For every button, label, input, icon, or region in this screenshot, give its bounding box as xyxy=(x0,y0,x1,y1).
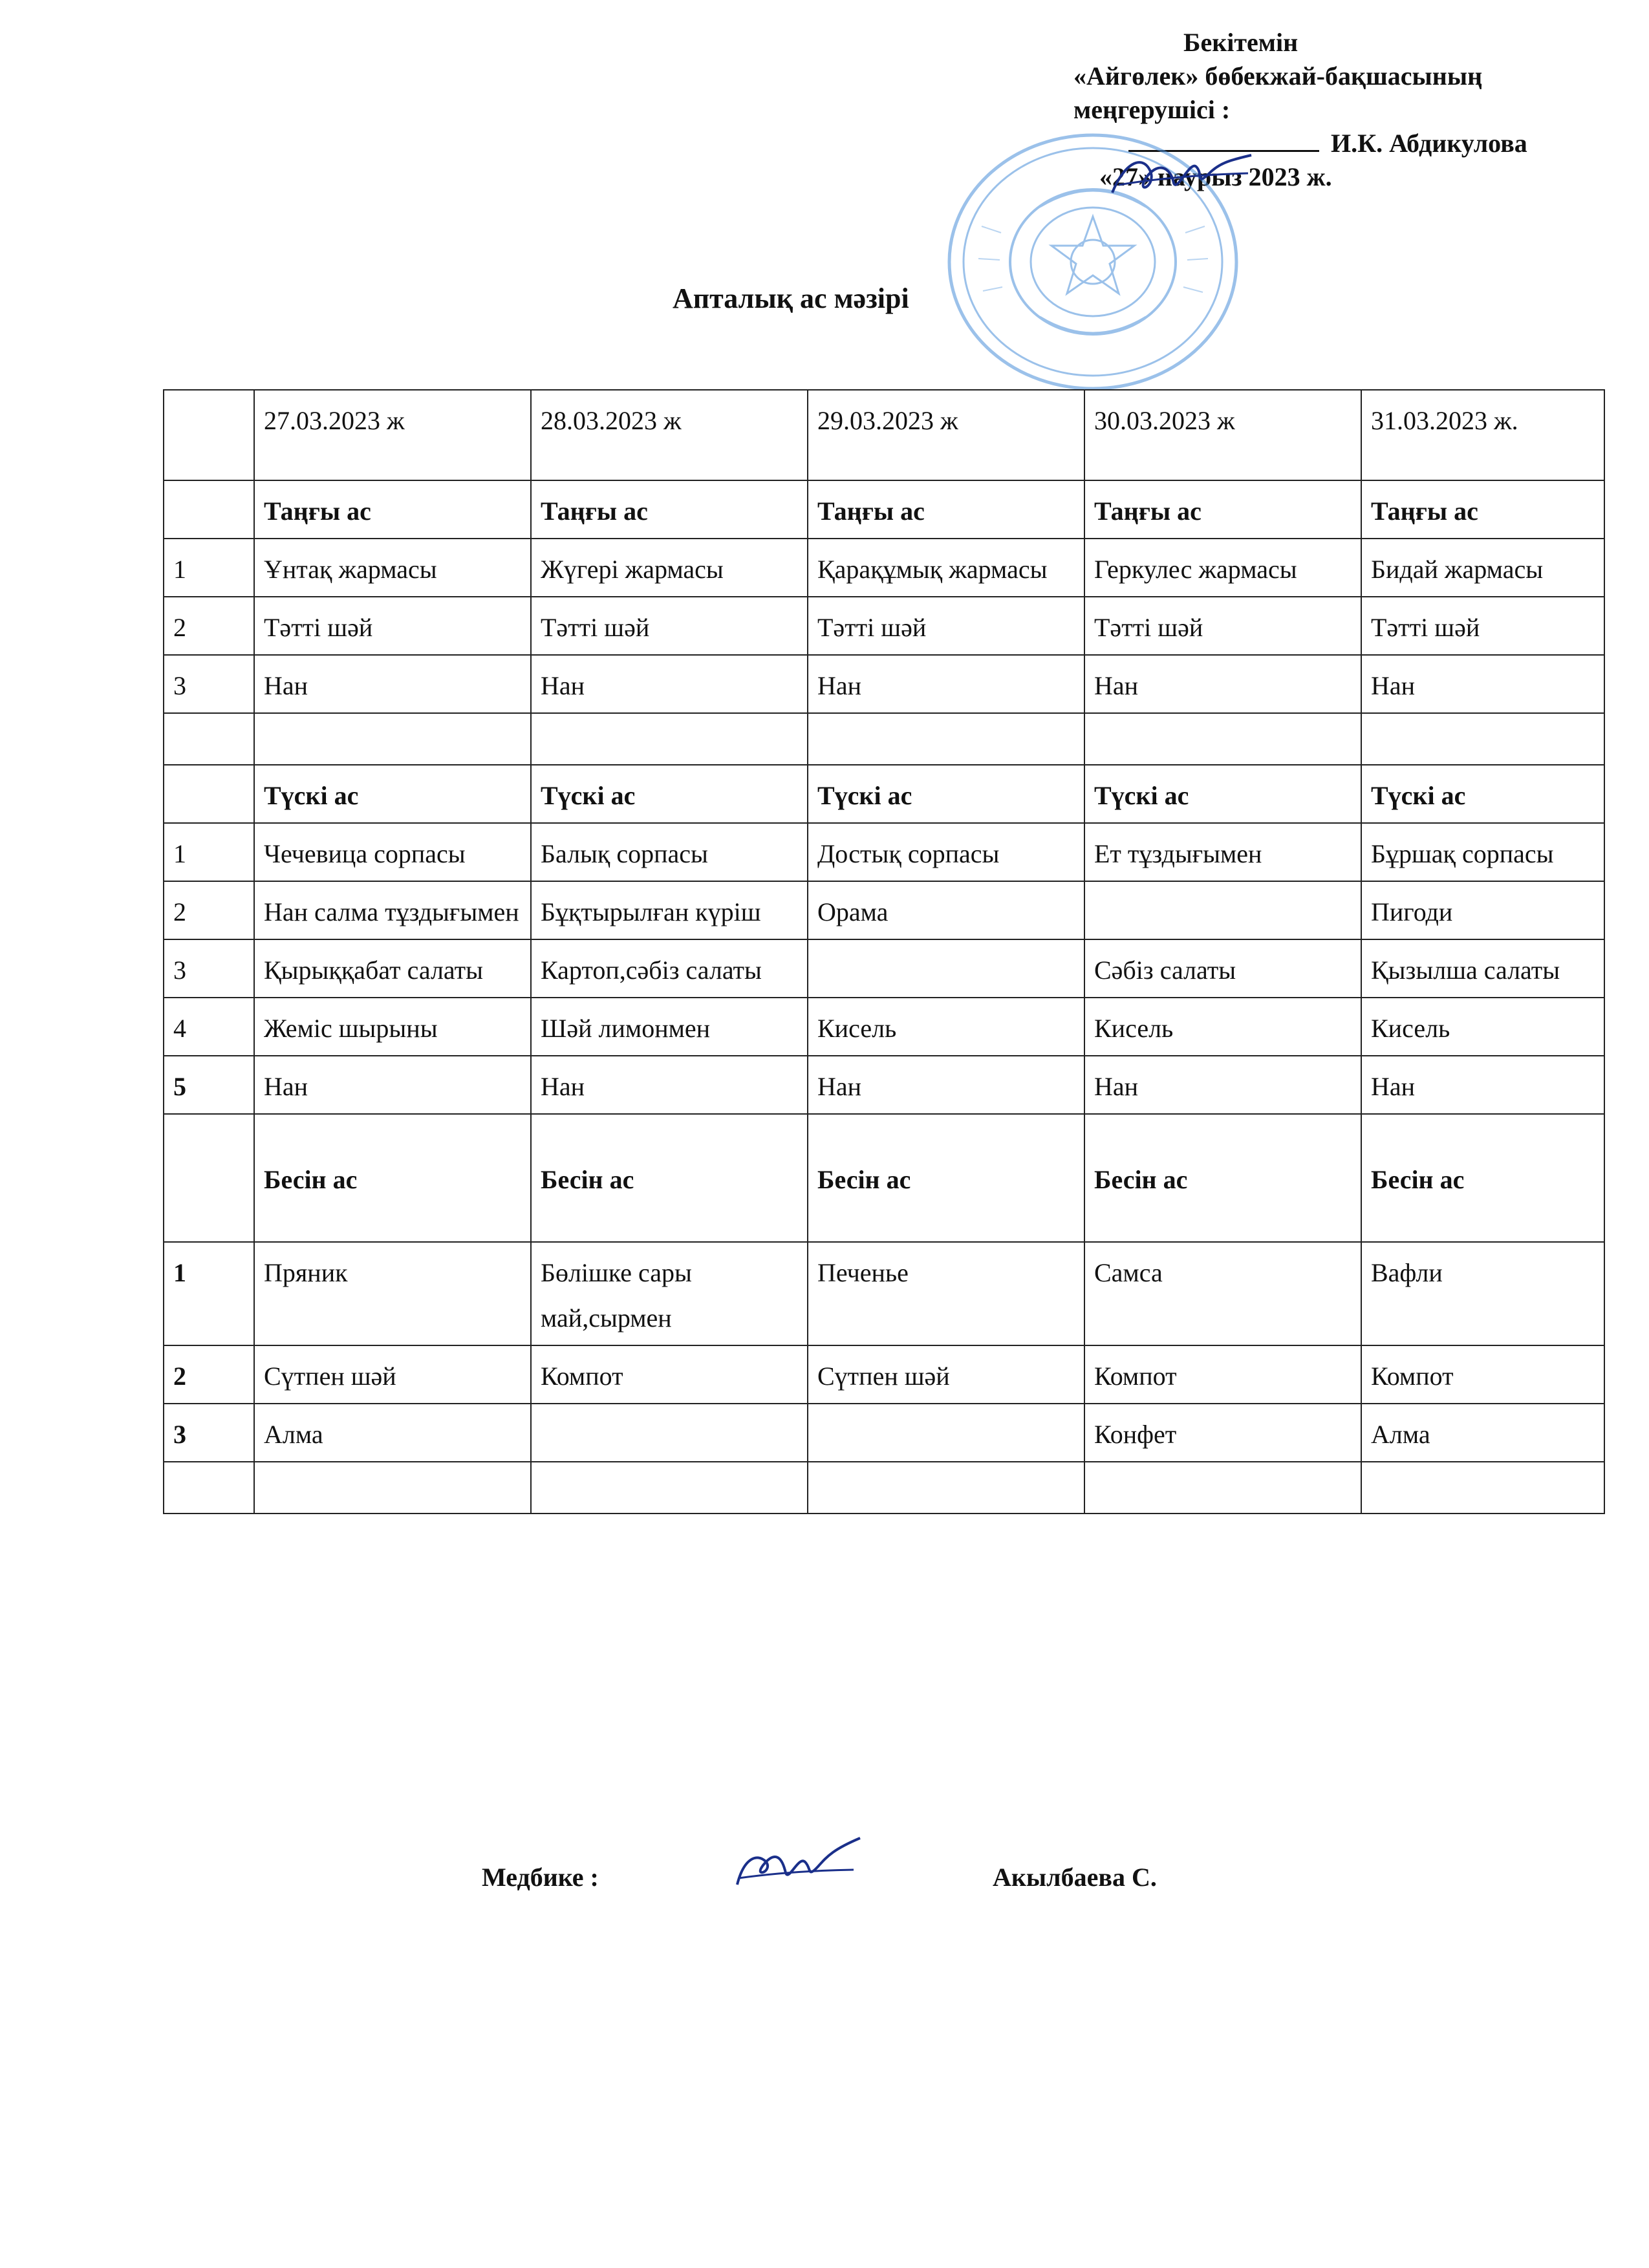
row-number: 2 xyxy=(164,881,254,939)
row-number: 2 xyxy=(164,1345,254,1404)
meal-label: Түскі ас xyxy=(531,765,808,823)
table-row xyxy=(164,939,1604,998)
nurse-signature xyxy=(731,1833,867,1898)
meal-label: Таңғы ас xyxy=(1084,480,1361,539)
meal-label: Бесін ас xyxy=(254,1114,531,1242)
menu-item: Алма xyxy=(1361,1404,1604,1462)
menu-item: Компот xyxy=(1084,1345,1361,1404)
menu-item: Бөлішке сары май,сырмен xyxy=(531,1242,808,1345)
menu-item: Тәтті шәй xyxy=(254,597,531,655)
snack-header-row xyxy=(164,1114,1604,1242)
row-number: 3 xyxy=(164,939,254,998)
breakfast-header-row xyxy=(164,480,1604,539)
meal-label: Таңғы ас xyxy=(808,480,1084,539)
table-row xyxy=(164,881,1604,939)
lunch-header-row xyxy=(164,765,1604,823)
weekly-menu-table xyxy=(163,389,1605,1514)
menu-item: Кисель xyxy=(1361,998,1604,1056)
menu-item: Геркулес жармасы xyxy=(1084,539,1361,597)
row-number: 1 xyxy=(164,539,254,597)
menu-item: Нан xyxy=(808,655,1084,713)
date-cell: 28.03.2023 ж xyxy=(531,390,808,480)
approver-name: И.К. Абдикулова xyxy=(1331,129,1527,158)
menu-item: Сүтпен шәй xyxy=(254,1345,531,1404)
menu-item: Нан xyxy=(808,1056,1084,1114)
page-title: Апталық ас мәзірі xyxy=(673,283,909,314)
table-row xyxy=(164,597,1604,655)
menu-item: Бидай жармасы xyxy=(1361,539,1604,597)
date-cell: 31.03.2023 ж. xyxy=(1361,390,1604,480)
meal-num-cell xyxy=(164,480,254,539)
nurse-label: Медбике : xyxy=(482,1863,599,1892)
table-row xyxy=(164,655,1604,713)
meal-label: Түскі ас xyxy=(254,765,531,823)
meal-label: Бесін ас xyxy=(1361,1114,1604,1242)
menu-item xyxy=(531,1404,808,1462)
menu-item: Нан салма тұздығымен xyxy=(254,881,531,939)
menu-item: Ет тұздығымен xyxy=(1084,823,1361,881)
menu-item: Тәтті шәй xyxy=(531,597,808,655)
menu-item: Жүгері жармасы xyxy=(531,539,808,597)
menu-item: Тәтті шәй xyxy=(1361,597,1604,655)
nurse-name: Акылбаева С. xyxy=(993,1863,1157,1892)
meal-label: Бесін ас xyxy=(1084,1114,1361,1242)
menu-item: Нан xyxy=(531,1056,808,1114)
menu-item xyxy=(808,939,1084,998)
meal-label: Түскі ас xyxy=(1361,765,1604,823)
table-row xyxy=(164,998,1604,1056)
row-number: 2 xyxy=(164,597,254,655)
menu-item: Самса xyxy=(1084,1242,1361,1345)
meal-num-cell xyxy=(164,765,254,823)
table-row xyxy=(164,1242,1604,1345)
header-corner-cell xyxy=(164,390,254,480)
empty-row xyxy=(164,713,1604,765)
table-row xyxy=(164,1345,1604,1404)
menu-item: Нан xyxy=(531,655,808,713)
menu-item: Нан xyxy=(254,1056,531,1114)
menu-item: Нан xyxy=(1084,1056,1361,1114)
menu-item: Сүтпен шәй xyxy=(808,1345,1084,1404)
menu-item: Конфет xyxy=(1084,1404,1361,1462)
menu-item: Картоп,сәбіз салаты xyxy=(531,939,808,998)
meal-label: Бесін ас xyxy=(808,1114,1084,1242)
menu-item: Тәтті шәй xyxy=(1084,597,1361,655)
meal-label: Таңғы ас xyxy=(254,480,531,539)
menu-item: Компот xyxy=(531,1345,808,1404)
table-row xyxy=(164,539,1604,597)
menu-item: Нан xyxy=(1361,1056,1604,1114)
date-header-row xyxy=(164,390,1604,480)
date-cell: 27.03.2023 ж xyxy=(254,390,531,480)
menu-item: Алма xyxy=(254,1404,531,1462)
meal-label: Түскі ас xyxy=(1084,765,1361,823)
row-number: 1 xyxy=(164,823,254,881)
menu-item: Орама xyxy=(808,881,1084,939)
meal-label: Бесін ас xyxy=(531,1114,808,1242)
menu-item: Сәбіз салаты xyxy=(1084,939,1361,998)
menu-item: Пряник xyxy=(254,1242,531,1345)
approval-position: меңгерушісі : xyxy=(1073,95,1231,124)
menu-item: Жеміс шырыны xyxy=(254,998,531,1056)
menu-item: Чечевица сорпасы xyxy=(254,823,531,881)
menu-item: Компот xyxy=(1361,1345,1604,1404)
row-number: 1 xyxy=(164,1242,254,1345)
table-row xyxy=(164,823,1604,881)
row-number: 3 xyxy=(164,655,254,713)
menu-item: Қарақұмық жармасы xyxy=(808,539,1084,597)
menu-item: Нан xyxy=(1361,655,1604,713)
table-row xyxy=(164,1056,1604,1114)
menu-item: Бұршақ сорпасы xyxy=(1361,823,1604,881)
date-cell: 30.03.2023 ж xyxy=(1084,390,1361,480)
menu-item: Кисель xyxy=(808,998,1084,1056)
menu-item: Печенье xyxy=(808,1242,1084,1345)
table-row xyxy=(164,1404,1604,1462)
menu-item: Вафли xyxy=(1361,1242,1604,1345)
date-cell: 29.03.2023 ж xyxy=(808,390,1084,480)
approver-signature xyxy=(1099,147,1261,206)
menu-item: Нан xyxy=(1084,655,1361,713)
menu-item: Қырыққабат салаты xyxy=(254,939,531,998)
menu-item: Шәй лимонмен xyxy=(531,998,808,1056)
menu-item: Нан xyxy=(254,655,531,713)
menu-item: Балық сорпасы xyxy=(531,823,808,881)
menu-item xyxy=(808,1404,1084,1462)
menu-item: Қызылша салаты xyxy=(1361,939,1604,998)
menu-item: Ұнтақ жармасы xyxy=(254,539,531,597)
approval-org: «Айгөлек» бөбекжай-бақшасының xyxy=(1073,61,1483,91)
menu-item: Тәтті шәй xyxy=(808,597,1084,655)
meal-label: Таңғы ас xyxy=(531,480,808,539)
menu-item: Бұқтырылған күріш xyxy=(531,881,808,939)
meal-label: Таңғы ас xyxy=(1361,480,1604,539)
approval-title: Бекітемін xyxy=(1183,28,1299,57)
approval-date: «27» наурыз 2023 ж. xyxy=(1099,162,1332,191)
meal-num-cell xyxy=(164,1114,254,1242)
menu-item xyxy=(1084,881,1361,939)
row-number: 4 xyxy=(164,998,254,1056)
empty-row xyxy=(164,1462,1604,1514)
menu-item: Кисель xyxy=(1084,998,1361,1056)
menu-item: Пигоди xyxy=(1361,881,1604,939)
row-number: 3 xyxy=(164,1404,254,1462)
row-number: 5 xyxy=(164,1056,254,1114)
menu-item: Достық сорпасы xyxy=(808,823,1084,881)
meal-label: Түскі ас xyxy=(808,765,1084,823)
